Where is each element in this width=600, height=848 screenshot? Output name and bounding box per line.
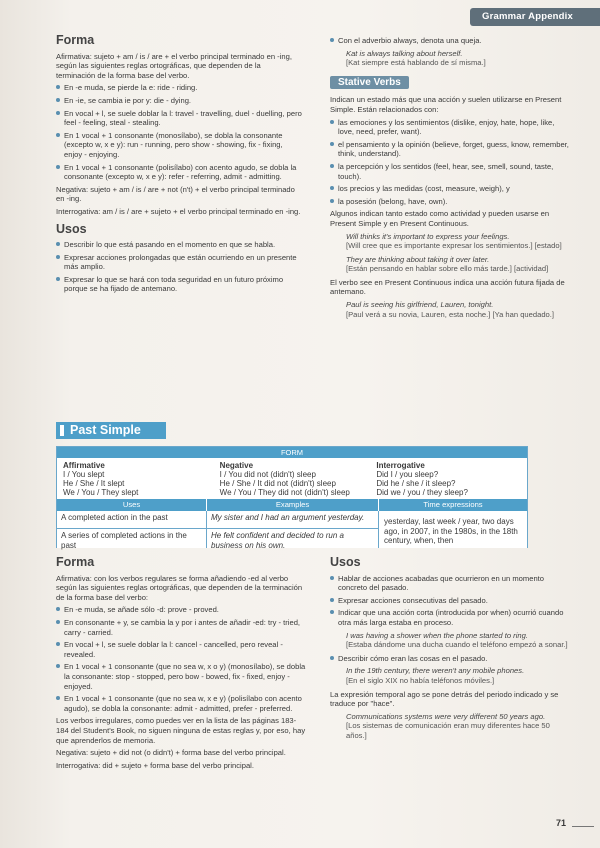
uses-column <box>57 511 207 548</box>
usage-item: Describir lo que está pasando en el momento en que se habla. <box>56 240 302 250</box>
use-cell: A completed action in the past <box>57 511 206 529</box>
uses-body <box>57 511 527 548</box>
form-line: He / She / It did not (didn't) sleep <box>219 479 336 488</box>
form-line: We / You / They did not (didn't) sleep <box>219 488 350 497</box>
form-header: FORM <box>57 447 527 458</box>
stative-verbs-heading: Stative Verbs <box>330 76 409 90</box>
stative-item: el pensamiento y la opinión (believe, forget, guess, know, remember, think, understand). <box>330 140 570 159</box>
form-columns <box>57 458 527 499</box>
past-simple-form-table <box>56 446 528 548</box>
examples-header: Examples <box>207 499 379 511</box>
example: Kat is always talking about herself. <box>346 48 463 58</box>
usos-heading: Usos <box>330 555 361 569</box>
form-line: I / You slept <box>63 470 105 479</box>
uses-header: Uses <box>57 499 207 511</box>
interrogative-title: Interrogative <box>376 461 425 470</box>
usage-item: Expresar acciones prolongadas que están ocurriendo en un presente más amplio. <box>56 253 302 272</box>
example: In the 19th century, there weren't any mobile phones. <box>346 666 525 676</box>
algunos-text: Algunos indican tanto estado como actividad y pueden usarse en Present Simple y en Present Continuous. <box>330 209 550 228</box>
usage-item: Expresar acciones consecutivas del pasado. <box>330 596 570 606</box>
time-expressions-header: Time expressions <box>423 500 483 509</box>
forma-heading: Forma <box>56 555 95 569</box>
rule-item: En 1 vocal + 1 consonante (que no sea w, x o y) (monosílabo), se dobla la consonante: stop - stopped, pero bow - bowed, fix - fixed, enjoy - enjoyed. <box>56 662 306 691</box>
stative-item: la posesión (belong, have, own). <box>330 197 570 207</box>
rule-item: En 1 vocal + 1 consonante (monosílabo), se dobla la consonante (excepto w, x e y): run - running, pero show - showing, fix - fixing, enjoy - enjoying. <box>56 131 302 160</box>
usage-item: Describir cómo eran las cosas en el pasado. <box>330 654 570 664</box>
stative-item: las emociones y los sentimientos (dislike, enjoy, hate, hope, like, love, need, prefer, want). <box>330 118 570 137</box>
left-bottom-column <box>56 555 306 773</box>
form-line: Did I / you sleep? <box>376 470 439 479</box>
negative-column <box>214 458 371 499</box>
example: I was having a shower when the phone started to ring. <box>346 630 528 640</box>
right-bottom-column <box>330 555 570 745</box>
left-top-column <box>56 33 302 297</box>
affirmative-column <box>57 458 214 499</box>
right-top-column <box>330 36 570 323</box>
example: Paul is seeing his girlfriend, Lauren, tonight. <box>346 300 494 310</box>
past-simple-heading <box>56 422 166 439</box>
usage-item: Indicar que una acción corta (introducida por when) ocurrió cuando otra más larga estaba en proceso. <box>330 608 570 627</box>
grammar-appendix-tab <box>470 8 600 26</box>
see-text: El verbo see en Present Continuous indica una acción futura fijada de antemano. <box>330 277 565 297</box>
translation: [Will cree que es importante expresar los sentimientos.] [estado] <box>346 241 562 251</box>
translation: [En el siglo XIX no había teléfonos móviles.] <box>346 675 495 685</box>
form-line: We / You / They slept <box>63 488 139 497</box>
translation: [Los sistemas de comunicación eran muy diferentes hace 50 años.] <box>346 721 550 740</box>
rule-item: En 1 vocal + 1 consonante (polisílabo) con acento agudo, se dobla la consonante (excepto w, x e y): refer - referring, admit - admitting. <box>56 163 302 182</box>
usos-heading: Usos <box>56 221 87 236</box>
past-simple-title: Past Simple <box>70 423 141 437</box>
translation: [Estaba dándome una ducha cuando el teléfono empezó a sonar.] <box>346 640 568 650</box>
example-cell: He felt confident and decided to run a business on his own. <box>211 531 344 550</box>
stative-item: la percepción y los sentidos (feel, hear, see, smell, sound, taste, touch). <box>330 162 570 181</box>
example: They are thinking about taking it over later. <box>346 254 490 264</box>
translation: [Kat siempre está hablando de sí misma.] <box>346 58 486 68</box>
forma-heading: Forma <box>56 33 95 47</box>
translation: [Están pensando en hablar sobre ello más tarde.] [actividad] <box>346 264 549 274</box>
stative-intro: Indican un estado más que una acción y suelen utilizarse en Present Simple. Están relacionados con: <box>330 95 562 114</box>
grammar-appendix-label: Grammar Appendix <box>482 11 574 22</box>
form-line: He / She / It slept <box>63 479 125 488</box>
rule-item: En vocal + l, se suele doblar la l: travel - travelling, duel - duelling, pero feel - feeling, steal - stealing. <box>56 109 302 128</box>
example-cell: My sister and I had an argument yesterday. <box>207 511 378 529</box>
uses-header-row <box>57 499 527 511</box>
rule-item: En consonante + y, se cambia la y por i antes de añadir -ed: try - tried, carry - carried. <box>56 618 306 637</box>
negativa-text: Negativa: sujeto + did not (o didn't) + forma base del verbo principal. <box>56 748 286 758</box>
negative-title: Negative <box>219 461 254 470</box>
rule-item: En 1 vocal + 1 consonante (que no sea w, x e y) (polisílabo con acento agudo), se dobla la consonante: admit - admitted, prefer - preferred. <box>56 694 306 713</box>
time-expressions-cell: yesterday, last week / year, two days ago, in 2007, in the 1980s, in the 18th century, when, then <box>384 517 518 545</box>
rule-item: En -ie, se cambia ie por y: die - dying. <box>56 96 302 106</box>
rule-item: En -e muda, se añade sólo -d: prove - proved. <box>56 605 306 615</box>
always-item: Con el adverbio always, denota una queja. <box>330 36 570 46</box>
form-line: Did we / you / they sleep? <box>376 488 468 497</box>
negativa-text: Negativa: sujeto + am / is / are + not (n't) + el verbo principal terminado en -ing. <box>56 184 295 204</box>
afirmativa-text: Afirmativa: sujeto + am / is / are + el verbo principal terminado en -ing, según las siguientes reglas ortográficas, que dependen de la terminación de la forma base del verbo. <box>56 51 292 80</box>
examples-column <box>207 511 379 548</box>
translation: [Paul verá a su novia, Lauren, esta noche.] [Ya han quedado.] <box>346 309 554 319</box>
afirmativa-text: Afirmativa: con los verbos regulares se forma añadiendo -ed al verbo según las siguientes reglas ortográficas, que dependen de la terminación de la forma base del verbo: <box>56 573 303 602</box>
usage-item: Hablar de acciones acabadas que ocurrieron en un momento concreto del pasado. <box>330 574 570 593</box>
stative-item: los precios y las medidas (cost, measure, weigh), y <box>330 184 570 194</box>
rule-item: En -e muda, se pierde la e: ride - riding. <box>56 83 302 93</box>
page-number: 71 <box>555 818 566 828</box>
form-line: I / You did not (didn't) sleep <box>219 470 316 479</box>
usage-item: Expresar lo que se hará con toda seguridad en un futuro próximo porque se ha fijado de antemano. <box>56 275 302 294</box>
irregular-text: Los verbos irregulares, como puedes ver en la lista de las páginas 183-184 del Student's Book, no siguen ninguna de estas reglas y, por eso, hay que aprenderlos de memoria. <box>56 716 306 745</box>
affirmative-title: Affirmative <box>63 461 105 470</box>
rule-item: En vocal + l, se suele doblar la l: cancel - cancelled, pero reveal - revealed. <box>56 640 306 659</box>
use-cell: A series of completed actions in the past <box>61 531 187 550</box>
interrogativa-text: Interrogativa: am / is / are + sujeto + el verbo principal terminado en -ing. <box>56 206 301 216</box>
form-line: Did he / she / it sleep? <box>376 479 456 488</box>
example: Communications systems were very different 50 years ago. <box>346 711 546 721</box>
ago-text: La expresión temporal ago se pone detrás del periodo indicado y se traduce por "hace". <box>330 689 559 709</box>
interrogativa-text: Interrogativa: did + sujeto + forma base del verbo principal. <box>56 760 254 770</box>
interrogative-column <box>370 458 527 499</box>
example: Will thinks it's important to express your feelings. <box>346 231 510 241</box>
